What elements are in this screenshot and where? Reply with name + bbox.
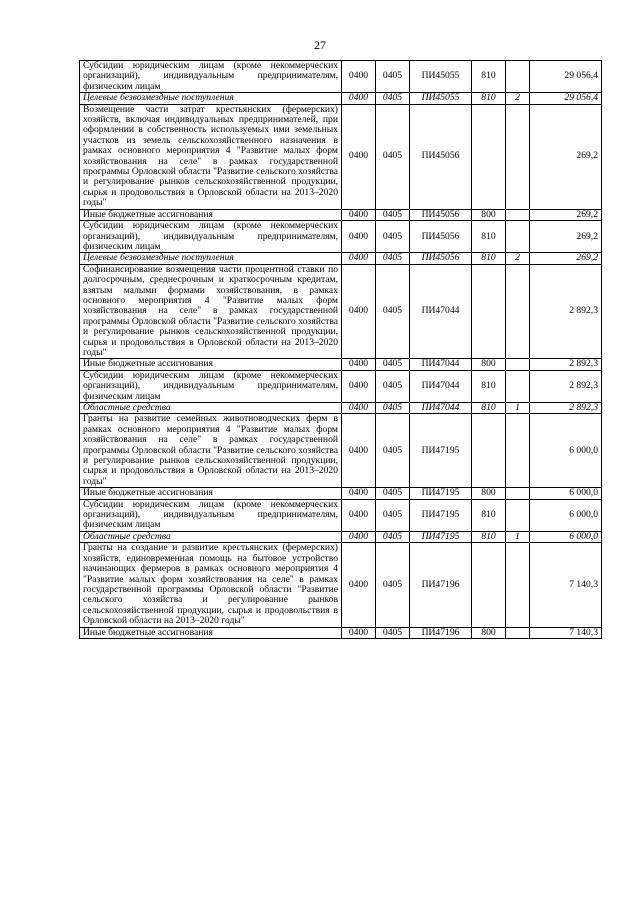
section-code: 0400 — [342, 359, 376, 370]
subsection-code: 0405 — [376, 209, 410, 220]
amount: 7 140,3 — [530, 543, 602, 627]
target-article-code: ПИ47044 — [410, 264, 472, 359]
table-row — [80, 264, 602, 359]
subsection-code: 0405 — [376, 543, 410, 627]
subsection-code: 0405 — [376, 403, 410, 414]
section-code: 0400 — [342, 104, 376, 209]
table-row — [80, 253, 602, 264]
expense-type-code: 810 — [472, 253, 506, 264]
target-article-code: ПИ45056 — [410, 104, 472, 209]
section-code: 0400 — [342, 403, 376, 414]
row-name: Гранты на развитие семейных животноводческих ферм в рамках основного мероприятия 4 "Развитие малых форм хозяйствования на селе" в рамках государственной программы Орловской области "Развитие сельского хозяйства и регулирование рынков сельскохозяйственной продукции, сырья и продовольствия в Орловской области на 2013–2020 годы" — [80, 414, 342, 488]
source-code — [506, 627, 530, 638]
expense-type-code: 800 — [472, 209, 506, 220]
source-code — [506, 414, 530, 488]
row-name: Целевые безвозмездные поступления — [80, 93, 342, 104]
source-code — [506, 499, 530, 531]
expense-type-code — [472, 264, 506, 359]
target-article-code: ПИ47044 — [410, 403, 472, 414]
table-row — [80, 627, 602, 638]
subsection-code: 0405 — [376, 488, 410, 499]
amount: 6 000,0 — [530, 531, 602, 542]
row-name: Областные средства — [80, 531, 342, 542]
table-row — [80, 61, 602, 93]
row-name: Субсидии юридическим лицам (кроме некоммерческих организаций), индивидуальным предпринимателям, физическим лицам — [80, 61, 342, 93]
row-name: Субсидии юридическим лицам (кроме некоммерческих организаций), индивидуальным предпринимателям, физическим лицам — [80, 370, 342, 402]
amount: 269,2 — [530, 221, 602, 253]
source-code — [506, 488, 530, 499]
table-row — [80, 531, 602, 542]
target-article-code: ПИ45056 — [410, 209, 472, 220]
section-code: 0400 — [342, 499, 376, 531]
expense-type-code — [472, 414, 506, 488]
subsection-code: 0405 — [376, 627, 410, 638]
expense-type-code: 810 — [472, 403, 506, 414]
amount: 7 140,3 — [530, 627, 602, 638]
section-code: 0400 — [342, 414, 376, 488]
table-row — [80, 359, 602, 370]
row-name: Субсидии юридическим лицам (кроме некоммерческих организаций), индивидуальным предпринимателям, физическим лицам — [80, 221, 342, 253]
section-code: 0400 — [342, 543, 376, 627]
amount: 2 892,3 — [530, 370, 602, 402]
subsection-code: 0405 — [376, 264, 410, 359]
row-name: Целевые безвозмездные поступления — [80, 253, 342, 264]
row-name: Иные бюджетные ассигнования — [80, 359, 342, 370]
section-code: 0400 — [342, 93, 376, 104]
source-code — [506, 264, 530, 359]
row-name: Областные средства — [80, 403, 342, 414]
table-row — [80, 403, 602, 414]
expense-type-code: 810 — [472, 61, 506, 93]
section-code: 0400 — [342, 61, 376, 93]
row-name: Субсидии юридическим лицам (кроме некоммерческих организаций), индивидуальным предпринимателям, физическим лицам — [80, 499, 342, 531]
source-code — [506, 370, 530, 402]
table-body — [80, 61, 602, 639]
source-code — [506, 543, 530, 627]
target-article-code: ПИ47196 — [410, 543, 472, 627]
source-code — [506, 359, 530, 370]
amount: 269,2 — [530, 209, 602, 220]
subsection-code: 0405 — [376, 414, 410, 488]
source-code — [506, 209, 530, 220]
section-code: 0400 — [342, 370, 376, 402]
target-article-code: ПИ47044 — [410, 370, 472, 402]
section-code: 0400 — [342, 209, 376, 220]
source-code: 2 — [506, 93, 530, 104]
section-code: 0400 — [342, 221, 376, 253]
table-row — [80, 414, 602, 488]
amount: 2 892,3 — [530, 359, 602, 370]
amount: 2 892,3 — [530, 403, 602, 414]
amount: 269,2 — [530, 253, 602, 264]
target-article-code: ПИ45056 — [410, 221, 472, 253]
table-row — [80, 221, 602, 253]
target-article-code: ПИ45055 — [410, 61, 472, 93]
target-article-code: ПИ47195 — [410, 499, 472, 531]
subsection-code: 0405 — [376, 93, 410, 104]
target-article-code: ПИ47195 — [410, 414, 472, 488]
source-code: 2 — [506, 253, 530, 264]
expense-type-code: 800 — [472, 627, 506, 638]
target-article-code: ПИ47195 — [410, 488, 472, 499]
subsection-code: 0405 — [376, 359, 410, 370]
source-code: 1 — [506, 403, 530, 414]
table-row — [80, 370, 602, 402]
table-row — [80, 543, 602, 627]
budget-table — [79, 60, 602, 639]
table-row — [80, 209, 602, 220]
section-code: 0400 — [342, 253, 376, 264]
section-code: 0400 — [342, 488, 376, 499]
subsection-code: 0405 — [376, 221, 410, 253]
expense-type-code: 810 — [472, 370, 506, 402]
target-article-code: ПИ45056 — [410, 253, 472, 264]
expense-type-code: 810 — [472, 221, 506, 253]
subsection-code: 0405 — [376, 253, 410, 264]
amount: 269,2 — [530, 104, 602, 209]
expense-type-code — [472, 104, 506, 209]
table-row — [80, 499, 602, 531]
target-article-code: ПИ47044 — [410, 359, 472, 370]
page-number: 27 — [314, 38, 326, 52]
source-code: 1 — [506, 531, 530, 542]
row-name: Гранты на создание и развитие крестьянских (фермерских) хозяйств, единовременная помощь на бытовое устройство начинающих фермеров в рамках основного мероприятия 4 "Развитие малых форм хозяйствования на селе" в рамках государственной программы Орловской области "Развитие сельского хозяйства и регулирование рынков сельскохозяйственной продукции, сырья и продовольствия в Орловской области на 2013–2020 годы" — [80, 543, 342, 627]
table-row — [80, 104, 602, 209]
section-code: 0400 — [342, 627, 376, 638]
table-row — [80, 488, 602, 499]
row-name: Софинансирование возмещения части процентной ставки по долгосрочным, среднесрочным и краткосрочным кредитам, взятым малыми формами хозяйствования, в рамках основного мероприятия 4 "Развитие малых форм хозяйствования на селе" в рамках государственной программы Орловской области "Развитие сельского хозяйства и регулирование рынков сельскохозяйственной продукции, сырья и продовольствия в Орловской области на 2013–2020 годы" — [80, 264, 342, 359]
subsection-code: 0405 — [376, 104, 410, 209]
amount: 29 056,4 — [530, 93, 602, 104]
expense-type-code: 810 — [472, 499, 506, 531]
row-name: Возмещение части затрат крестьянских (фермерских) хозяйств, включая индивидуальных предпринимателей, при оформлении в собственность используемых ими земельных участков из земель сельскохозяйственного назначения в рамках основного мероприятия 4 "Развитие малых форм хозяйствования на селе" в рамках государственной программы Орловской области "Развитие сельского хозяйства и регулирование рынков сельскохозяйственной продукции, сырья и продовольствия в Орловской области на 2013–2020 годы" — [80, 104, 342, 209]
source-code — [506, 104, 530, 209]
subsection-code: 0405 — [376, 531, 410, 542]
expense-type-code: 800 — [472, 488, 506, 499]
source-code — [506, 61, 530, 93]
target-article-code: ПИ45055 — [410, 93, 472, 104]
subsection-code: 0405 — [376, 370, 410, 402]
target-article-code: ПИ47195 — [410, 531, 472, 542]
row-name: Иные бюджетные ассигнования — [80, 627, 342, 638]
subsection-code: 0405 — [376, 499, 410, 531]
table-row — [80, 93, 602, 104]
expense-type-code: 800 — [472, 359, 506, 370]
target-article-code: ПИ47196 — [410, 627, 472, 638]
row-name: Иные бюджетные ассигнования — [80, 209, 342, 220]
subsection-code: 0405 — [376, 61, 410, 93]
amount: 29 056,4 — [530, 61, 602, 93]
section-code: 0400 — [342, 531, 376, 542]
amount: 6 000,0 — [530, 414, 602, 488]
amount: 6 000,0 — [530, 488, 602, 499]
amount: 2 892,3 — [530, 264, 602, 359]
section-code: 0400 — [342, 264, 376, 359]
amount: 6 000,0 — [530, 499, 602, 531]
source-code — [506, 221, 530, 253]
expense-type-code: 810 — [472, 531, 506, 542]
row-name: Иные бюджетные ассигнования — [80, 488, 342, 499]
expense-type-code: 810 — [472, 93, 506, 104]
expense-type-code — [472, 543, 506, 627]
